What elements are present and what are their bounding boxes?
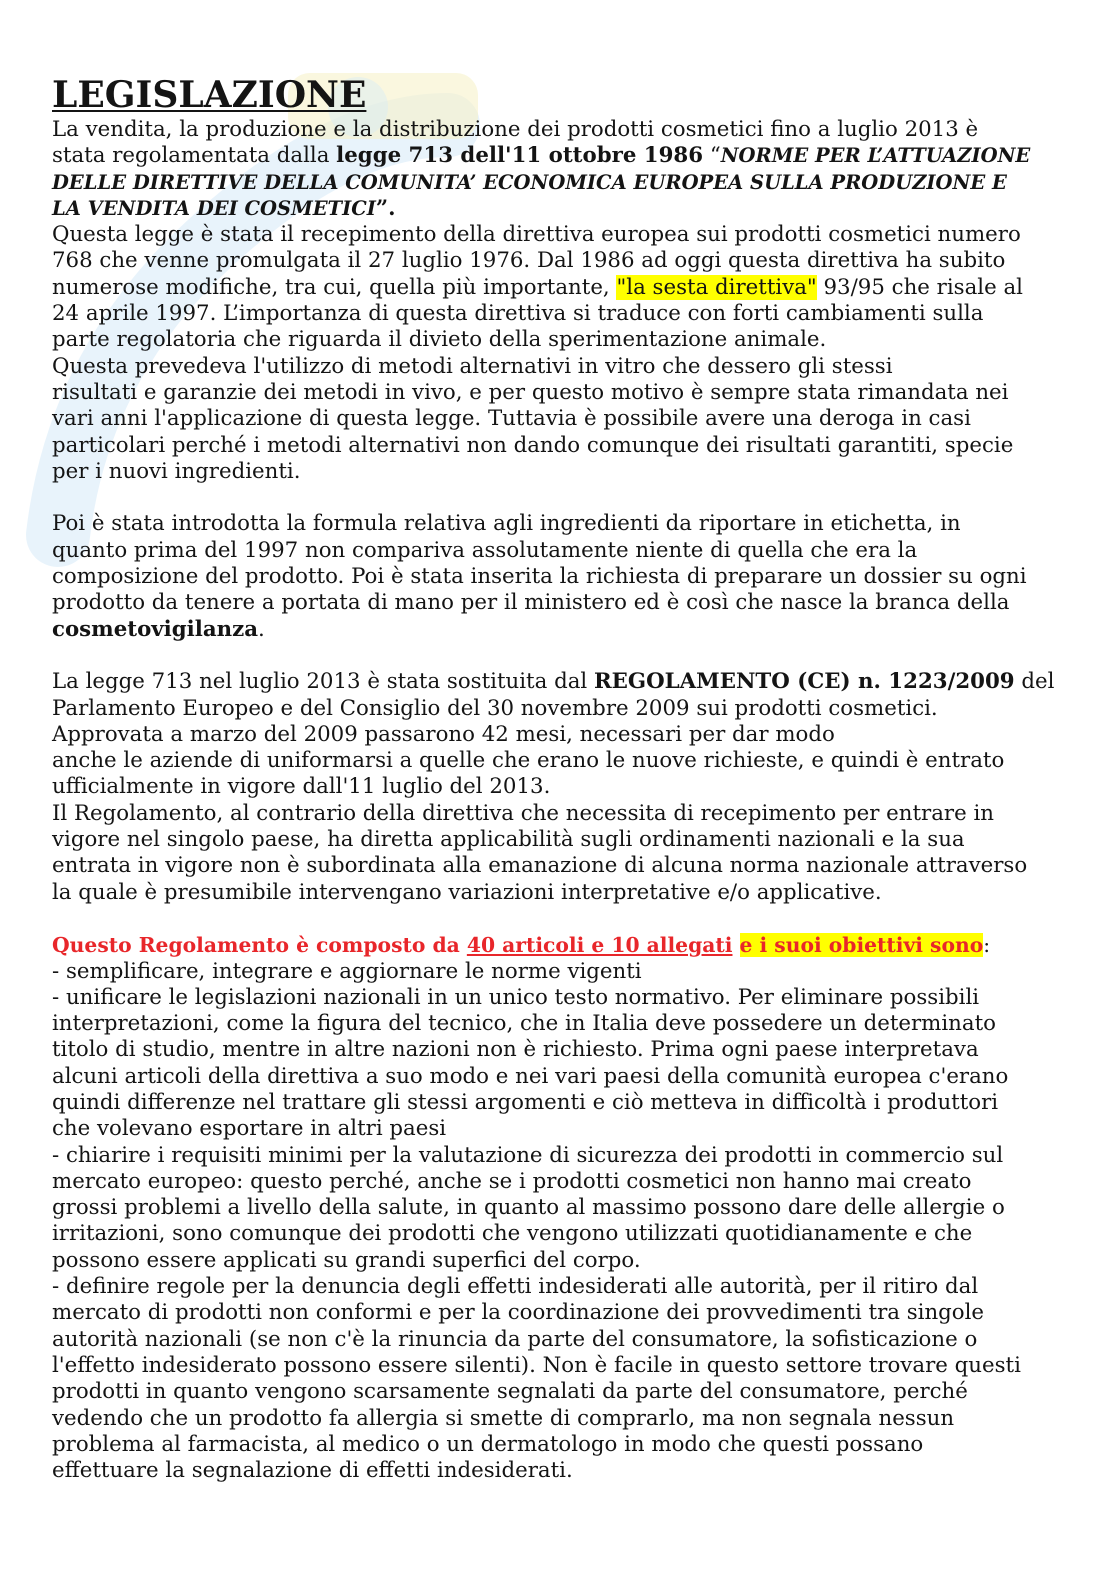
objective-item-line: vedendo che un prodotto fa allergia si smette di comprarlo, ma non segnala nessun: [52, 1405, 955, 1431]
directive-line: parte regolatoria che riguarda il divieto della sperimentazione animale.: [52, 327, 827, 353]
document-body: [52, 73, 1104, 1484]
objective-item-line: - definire regole per la denuncia degli effetti indesiderati alle autorità, per il ritiro dal: [52, 1274, 979, 1300]
intro-lead-text: stata regolamentata dalla: [52, 143, 337, 169]
alternatives-line: per i nuovi ingredienti.: [52, 458, 301, 484]
alternatives-line: vari anni l'applicazione di questa legge. Tuttavia è possibile avere una deroga in casi: [52, 406, 971, 432]
directive-line: Questa legge è stata il recepimento della direttiva europea sui prodotti cosmetici numero: [52, 222, 1021, 248]
alternatives-paragraph: [52, 354, 1104, 485]
objectives-highlight: e i suoi obiettivi sono: [739, 933, 984, 958]
objective-item-line: - unificare le legislazioni nazionali in un unico testo normativo. Per eliminare possibili: [52, 984, 980, 1010]
alternatives-line: Questa prevedeva l'utilizzo di metodi alternativi in vitro che dessero gli stessi: [52, 353, 893, 379]
objectives-heading: [52, 932, 1104, 958]
objectives-heading-lead: Questo Regolamento è composto da: [52, 933, 467, 958]
objectives-colon: :: [983, 933, 991, 958]
regulation-line: Approvata a marzo del 2009 passarono 42 mesi, necessari per dar modo: [52, 721, 835, 747]
intro-line: [52, 196, 1104, 222]
objectives-section: [52, 932, 1104, 1484]
alternatives-line: risultati e garanzie dei metodi in vivo, e per questo motivo è sempre stata rimandata nei: [52, 379, 1009, 405]
ingredients-paragraph: [52, 511, 1104, 642]
directive-line: 24 aprile 1997. L’importanza di questa direttiva si traduce con forti cambiamenti sulla: [52, 301, 984, 327]
objective-item-line: l'effetto indesiderato possono essere silenti). Non è facile in questo settore trovare questi: [52, 1352, 1021, 1378]
regulation-line: anche le aziende di uniformarsi a quelle che erano le nuove richieste, e quindi è entrato: [52, 748, 1005, 774]
law-reference: legge 713 dell'11 ottobre 1986: [336, 143, 704, 169]
regulation-lead-text: La legge 713 nel luglio 2013 è stata sostituita dal: [52, 669, 594, 695]
objective-item-line: titolo di studio, mentre in altre nazioni non è richiesto. Prima ogni paese interpretava: [52, 1037, 979, 1063]
intro-line: La vendita, la produzione e la distribuzione dei prodotti cosmetici fino a luglio 2013 è: [52, 117, 979, 142]
directive-line: [52, 275, 1104, 301]
regulation-tail-text: del: [1014, 669, 1055, 695]
ingredients-line: [52, 617, 1104, 643]
intro-line: [52, 143, 1104, 169]
objective-item-line: grossi problemi a livello della salute, in quanto al massimo possono dare delle allergie o: [52, 1195, 1005, 1221]
intro-line: [52, 170, 1104, 196]
objective-item-line: effettuare la segnalazione di effetti indesiderati.: [52, 1458, 573, 1484]
law-title-line: NORME PER L’ATTUAZIONE: [720, 144, 1031, 168]
regulation-line: Il Regolamento, al contrario della direttiva che necessita di recepimento per entrare in: [52, 800, 994, 826]
objectives-count: 40 articoli e 10 allegati: [466, 933, 733, 958]
page-title: LEGISLAZIONE: [52, 74, 367, 116]
objective-item-line: interpretazioni, come la figura del tecnico, che in Italia deve possedere un determinato: [52, 1011, 996, 1037]
ingredients-line: quanto prima del 1997 non compariva assolutamente niente di quella che era la: [52, 537, 918, 563]
directive-paragraph: [52, 222, 1104, 353]
objective-item-line: possono essere applicati su grandi superfici del corpo.: [52, 1247, 641, 1273]
directive-line: 768 che venne promulgata il 27 luglio 1976. Dal 1986 ad oggi questa direttiva ha subito: [52, 248, 1006, 274]
alternatives-line: particolari perché i metodi alternativi non dando comunque dei risultati garantiti, specie: [52, 432, 1014, 458]
highlight-sesta-direttiva: "la sesta direttiva": [616, 274, 817, 300]
regulation-line: la quale è presumibile intervengano variazioni interpretative e/o applicative.: [52, 879, 882, 905]
regulation-name: REGOLAMENTO (CE) n. 1223/2009: [593, 669, 1015, 695]
directive-lead-text: numerose modifiche, tra cui, quella più importante,: [52, 274, 617, 300]
ingredients-line: Poi è stata introdotta la formula relativa agli ingredienti da riportare in etichetta, in: [52, 511, 961, 537]
regulation-line: vigore nel singolo paese, ha diretta applicabilità sugli ordinamenti nazionali e la sua: [52, 827, 965, 853]
ingredients-line: composizione del prodotto. Poi è stata inserita la richiesta di preparare un dossier su ogni: [52, 564, 1027, 590]
ingredients-line: prodotto da tenere a portata di mano per il ministero ed è così che nasce la branca della: [52, 590, 1010, 616]
law-title-line: DELLE DIRETTIVE DELLA COMUNITA’ ECONOMICA EUROPEA SULLA PRODUZIONE E: [52, 170, 1007, 194]
quote-close: ”.: [375, 195, 396, 221]
objective-item-line: autorità nazionali (se non c'è la rinuncia da parte del consumatore, la sofisticazione o: [52, 1326, 978, 1352]
intro-paragraph: [52, 117, 1104, 222]
term-tail: .: [258, 616, 265, 642]
regulation-line: Parlamento Europeo e del Consiglio del 30 novembre 2009 sui prodotti cosmetici.: [52, 695, 938, 721]
objective-item-line: mercato europeo: questo perché, anche se i prodotti cosmetici non hanno mai creato: [52, 1168, 972, 1194]
objective-item-line: problema al farmacista, al medico o un dermatologo in modo che questi possano: [52, 1431, 924, 1457]
law-title-line: LA VENDITA DEI COSMETICI: [52, 196, 376, 220]
regulation-line: ufficialmente in vigore dall'11 luglio del 2013.: [52, 774, 551, 800]
objective-item-line: prodotti in quanto vengono scarsamente segnalati da parte del consumatore, perché: [52, 1379, 968, 1405]
directive-tail-text: 93/95 che risale al: [816, 274, 1023, 300]
objective-item-line: che volevano esportare in altri paesi: [52, 1116, 447, 1142]
quote-open: “: [703, 143, 721, 169]
term-cosmetovigilanza: cosmetovigilanza: [52, 616, 259, 642]
objectives-heading-gap: [732, 933, 739, 957]
regulation-paragraph: [52, 669, 1104, 906]
regulation-line: entrata in vigore non è subordinata alla emanazione di alcuna norma nazionale attraverso: [52, 853, 1028, 879]
objective-item-line: quindi differenze nel trattare gli stessi argomenti e ciò metteva in difficoltà i produttori: [52, 1089, 999, 1115]
regulation-line: [52, 669, 1104, 695]
objective-item-line: mercato di prodotti non conformi e per la coordinazione dei provvedimenti tra singole: [52, 1300, 985, 1326]
objective-item-line: alcuni articoli della direttiva a suo modo e nei vari paesi della comunità europea c'erano: [52, 1063, 1009, 1089]
objective-item-line: - semplificare, integrare e aggiornare le norme vigenti: [52, 958, 642, 984]
objective-item-line: irritazioni, sono comunque dei prodotti che vengono utilizzati quotidianamente e che: [52, 1221, 973, 1247]
objective-item-line: - chiarire i requisiti minimi per la valutazione di sicurezza dei prodotti in commercio sul: [52, 1142, 1004, 1168]
